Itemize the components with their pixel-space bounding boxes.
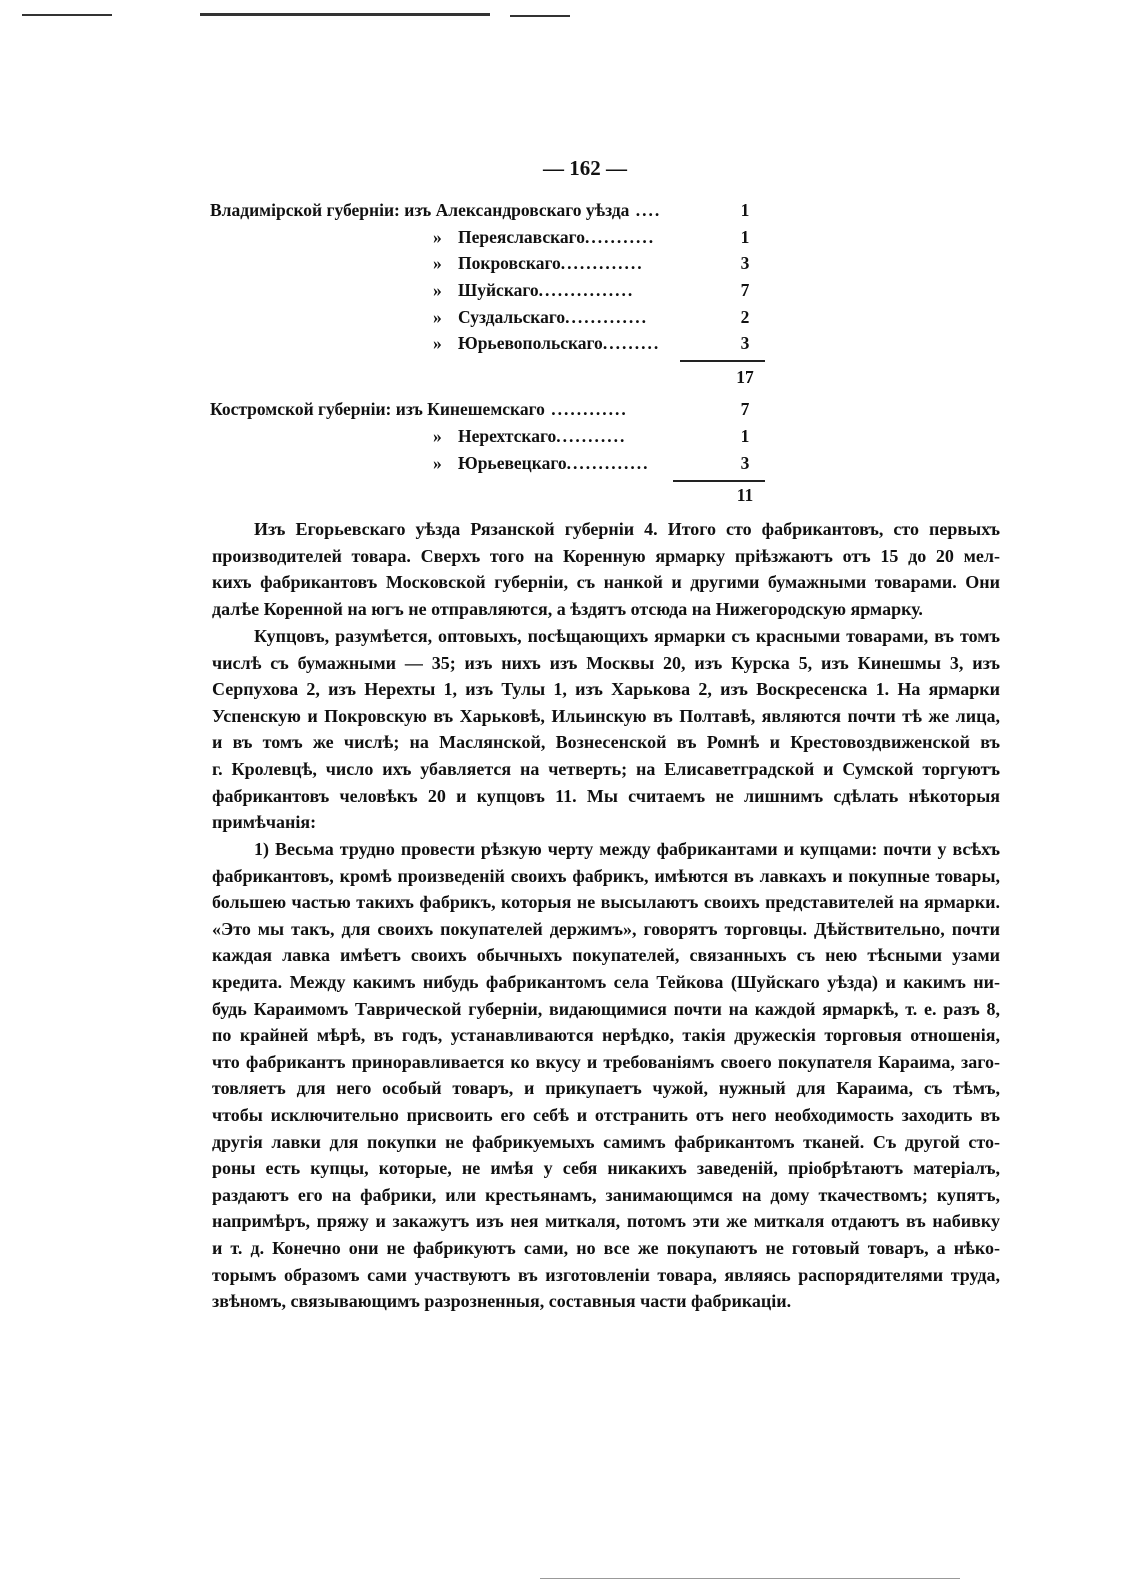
leader-dots: ............ xyxy=(544,399,628,419)
text-line: далѣе Коренной на югъ не отправляются, а ѣздятъ отсюда на Нижегородскую ярмарку. xyxy=(212,598,923,619)
group-total: 11 xyxy=(736,485,754,505)
text-line: Успенскую и Покровскую въ Харьковѣ, Ильинскую въ Полтавѣ, являются почти тѣ же лица, xyxy=(212,705,1000,726)
district-name: Юрьевецкаго............. xyxy=(458,453,650,473)
ditto-mark: » xyxy=(433,253,442,273)
district-count: 3 xyxy=(740,453,750,473)
district-name: Шуйскаго............... xyxy=(458,280,635,300)
text-line: примѣчанія: xyxy=(212,812,317,833)
text-line: товляетъ для него особый товаръ, и прикупаетъ чужой, нужный для Караима, съ тѣмъ, xyxy=(212,1078,1000,1099)
district-count: 7 xyxy=(740,280,750,300)
ditto-mark: » xyxy=(433,333,442,353)
text-line: и т. д. Конечно они не фабрикуютъ сами, но все же покупаютъ не готовый товаръ, а нѣко- xyxy=(212,1237,1000,1258)
text-line: каждая лавка имѣетъ своихъ обычныхъ покупателей, связанныхъ съ нею тѣсными узами xyxy=(212,945,1000,966)
text-line: чтобы исключительно присвоить его себѣ и отстранить отъ него необходимость заходить въ xyxy=(212,1104,1000,1125)
scan-artifact-line xyxy=(200,13,490,16)
district-count: 1 xyxy=(740,227,750,247)
ditto-mark: » xyxy=(433,227,442,247)
text-line: напримѣръ, пряжу и закажутъ изъ нея миткаля, потомъ эти же миткаля отдаютъ въ набивку xyxy=(212,1211,1000,1232)
district-count: 2 xyxy=(740,307,750,327)
text-line: роны есть купцы, которые, не имѣя у себя никакихъ заведеній, пріобрѣтаютъ матеріалъ, xyxy=(212,1158,1000,1179)
district-count: 7 xyxy=(740,399,750,419)
text-line: и въ томъ же числѣ; на Маслянской, Вознесенской въ Ромнѣ и Крестовоздвиженской въ xyxy=(212,732,1000,753)
leader-dots: ........... xyxy=(584,227,656,247)
district-name: Переяславскаго........... xyxy=(458,227,656,247)
text-line: будь Караимомъ Таврической губерніи, видающимися почти на каждой ярмаркѣ, т. е. разъ 8, xyxy=(212,998,1000,1019)
group-total: 17 xyxy=(736,367,754,387)
leader-dots: ......... xyxy=(602,333,661,353)
text-line: производителей товара. Сверхъ того на Коренную ярмарку пріѣзжаютъ отъ 15 до 20 мел- xyxy=(212,545,1000,566)
text-line: Купцовъ, разумѣется, оптовыхъ, посѣщающихъ ярмарки съ красными товарами, въ томъ xyxy=(254,626,1000,646)
paragraph-3 xyxy=(212,836,1000,1315)
scan-artifact-line xyxy=(540,1578,960,1579)
sum-rule xyxy=(680,360,765,362)
text-line: фабрикантовъ, кромѣ произведеній своихъ фабрикъ, имѣются въ лавкахъ и покупные товары, xyxy=(212,865,1000,886)
text-line: Серпухова 2, изъ Нерехты 1, изъ Тулы 1, изъ Харькова 2, изъ Воскресенска 1. На ярмарки xyxy=(212,679,1000,700)
ditto-mark: » xyxy=(433,307,442,327)
text-line: другія лавки для покупки не фабрикуемыхъ самимъ фабрикантомъ тканей. Съ другой сто- xyxy=(212,1131,1000,1152)
leader-dots: ........... xyxy=(556,426,627,446)
paragraph-2 xyxy=(212,623,1000,836)
text-line: кихъ фабрикантовъ Московской губерніи, съ нанкой и другими бумажными товарами. Они xyxy=(212,572,1000,593)
page-number: — 162 — xyxy=(543,156,627,180)
text-line: раздаютъ его на фабрики, или крестьянамъ, занимающимся на дому ткачествомъ; купятъ, xyxy=(212,1184,1000,1205)
text-line: «Это мы такъ, для своихъ покупателей держимъ», говорятъ торговцы. Дѣйствительно, почти xyxy=(212,918,1000,939)
scan-artifact-line xyxy=(510,15,570,17)
district-count: 3 xyxy=(740,333,750,353)
district-name: Покровскаго............. xyxy=(458,253,644,273)
text-line: большею частью такихъ фабрикъ, которыя не высылаютъ своихъ представителей на ярмарки. xyxy=(212,892,1000,913)
leader-dots: ............. xyxy=(566,453,650,473)
text-line: по крайней мѣрѣ, въ годъ, устанавливаются нерѣдко, такія дружескія торговыя отношенія, xyxy=(212,1025,1000,1046)
text-line: Изъ Егорьевскаго уѣзда Рязанской губерніи 4. Итого сто фабрикантовъ, сто первыхъ xyxy=(254,519,1000,539)
province-heading: Владимірской губерніи: изъ Александровскаго уѣзда .... xyxy=(210,200,662,220)
text-line: числѣ съ бумажными — 35; изъ нихъ изъ Москвы 20, изъ Курска 5, изъ Кинешмы 3, изъ xyxy=(212,652,1000,673)
ditto-mark: » xyxy=(433,426,442,446)
text-line: что фабрикантъ приноравливается ко вкусу и требованіямъ своего покупателя Караима, заго- xyxy=(212,1051,1000,1072)
leader-dots: ............. xyxy=(565,307,648,327)
province-heading: Костромской губерніи: изъ Кинешемскаго ............ xyxy=(210,399,628,419)
text-line: кредита. Между какимъ нибудь фабрикантомъ села Тейкова (Шуйскаго уѣзда) и какимъ ни- xyxy=(212,971,1000,992)
leader-dots: .... xyxy=(629,200,662,220)
district-count: 3 xyxy=(740,253,750,273)
leader-dots: ............. xyxy=(560,253,644,273)
district-name: Нерехтскаго........... xyxy=(458,426,627,446)
sum-rule xyxy=(673,480,765,482)
scan-artifact-line xyxy=(22,14,112,16)
text-line: фабрикантовъ человѣкъ 20 и купцовъ 11. Мы считаемъ не лишнимъ сдѣлать нѣкоторыя xyxy=(212,785,1000,806)
ditto-mark: » xyxy=(433,453,442,473)
district-name: Суздальскаго............. xyxy=(458,307,648,327)
district-name: Юрьевопольскаго......... xyxy=(458,333,661,353)
text-line: 1) Весьма трудно провести рѣзкую черту между фабрикантами и купцами: почти у всѣхъ xyxy=(254,839,1000,859)
paragraph-1 xyxy=(212,516,1000,622)
leader-dots: ............... xyxy=(538,280,635,300)
text-line: г. Кролевцѣ, число ихъ убавляется на четверть; на Елисаветградской и Сумской торгуютъ xyxy=(212,758,1000,779)
district-count: 1 xyxy=(740,426,750,446)
text-line: звѣномъ, связывающимъ разрозненныя, составныя части фабрикаціи. xyxy=(212,1291,792,1312)
ditto-mark: » xyxy=(433,280,442,300)
text-line: торымъ образомъ сами участвуютъ въ изготовленіи товара, являясь распорядителями труда, xyxy=(212,1264,1000,1285)
district-count: 1 xyxy=(740,200,750,220)
